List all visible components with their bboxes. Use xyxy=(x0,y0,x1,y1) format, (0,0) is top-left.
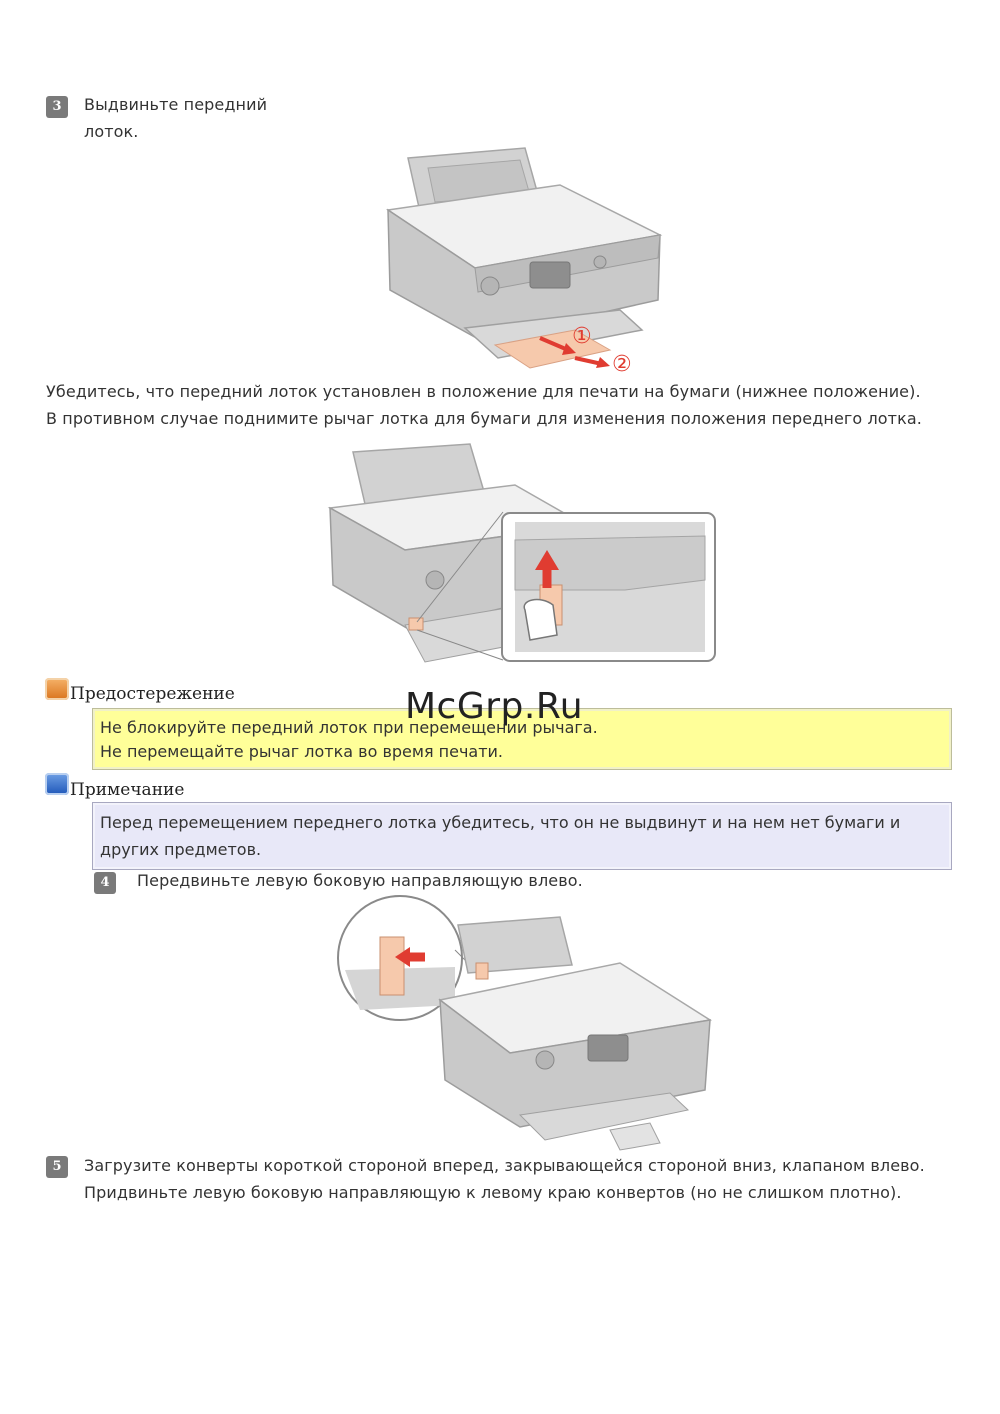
note-text-line1: Перед перемещением переднего лотка убедитесь, что он не выдвинут и на нем нет бумаги и xyxy=(100,813,901,832)
note-text-line2: других предметов. xyxy=(100,840,262,859)
step-3-text-line1: Выдвиньте передний xyxy=(84,95,268,114)
step-number-badge: 3 xyxy=(46,96,68,118)
note-checkmark-icon xyxy=(45,773,69,795)
caution-text-line2: Не перемещайте рычаг лотка во время печати. xyxy=(100,742,504,761)
note-box xyxy=(92,802,952,870)
callout-2: ② xyxy=(612,352,632,377)
paragraph-line1: Убедитесь, что передний лоток установлен в положение для печати на бумаги (нижнее положение). xyxy=(46,382,921,401)
callout-1: ① xyxy=(572,324,592,349)
paragraph-line2: В противном случае поднимите рычаг лотка для бумаги для изменения положения переднего лотка. xyxy=(46,409,922,428)
printer-edge-guide-illustration xyxy=(330,895,720,1155)
step-4-text: Передвиньте левую боковую направляющую влево. xyxy=(137,871,583,890)
step-5-text-line1: Загрузите конверты короткой стороной вперед, закрывающейся стороной вниз, клапаном влево. xyxy=(84,1156,925,1175)
note-heading: Примечание xyxy=(70,780,185,800)
caution-text-line1: Не блокируйте передний лоток при перемещении рычага. xyxy=(100,718,598,737)
watermark: McGrp.Ru xyxy=(405,686,584,727)
caution-heading: Предостережение xyxy=(70,684,235,704)
step-number-badge: 4 xyxy=(94,872,116,894)
step-number-badge: 5 xyxy=(46,1156,68,1178)
step-5-text-line2: Придвиньте левую боковую направляющую к левому краю конвертов (но не слишком плотно). xyxy=(84,1183,902,1202)
caution-icon xyxy=(45,678,69,700)
printer-front-tray-illustration xyxy=(380,140,670,380)
printer-tray-lever-illustration xyxy=(325,440,720,670)
step-3-text-line2: лоток. xyxy=(84,122,139,141)
